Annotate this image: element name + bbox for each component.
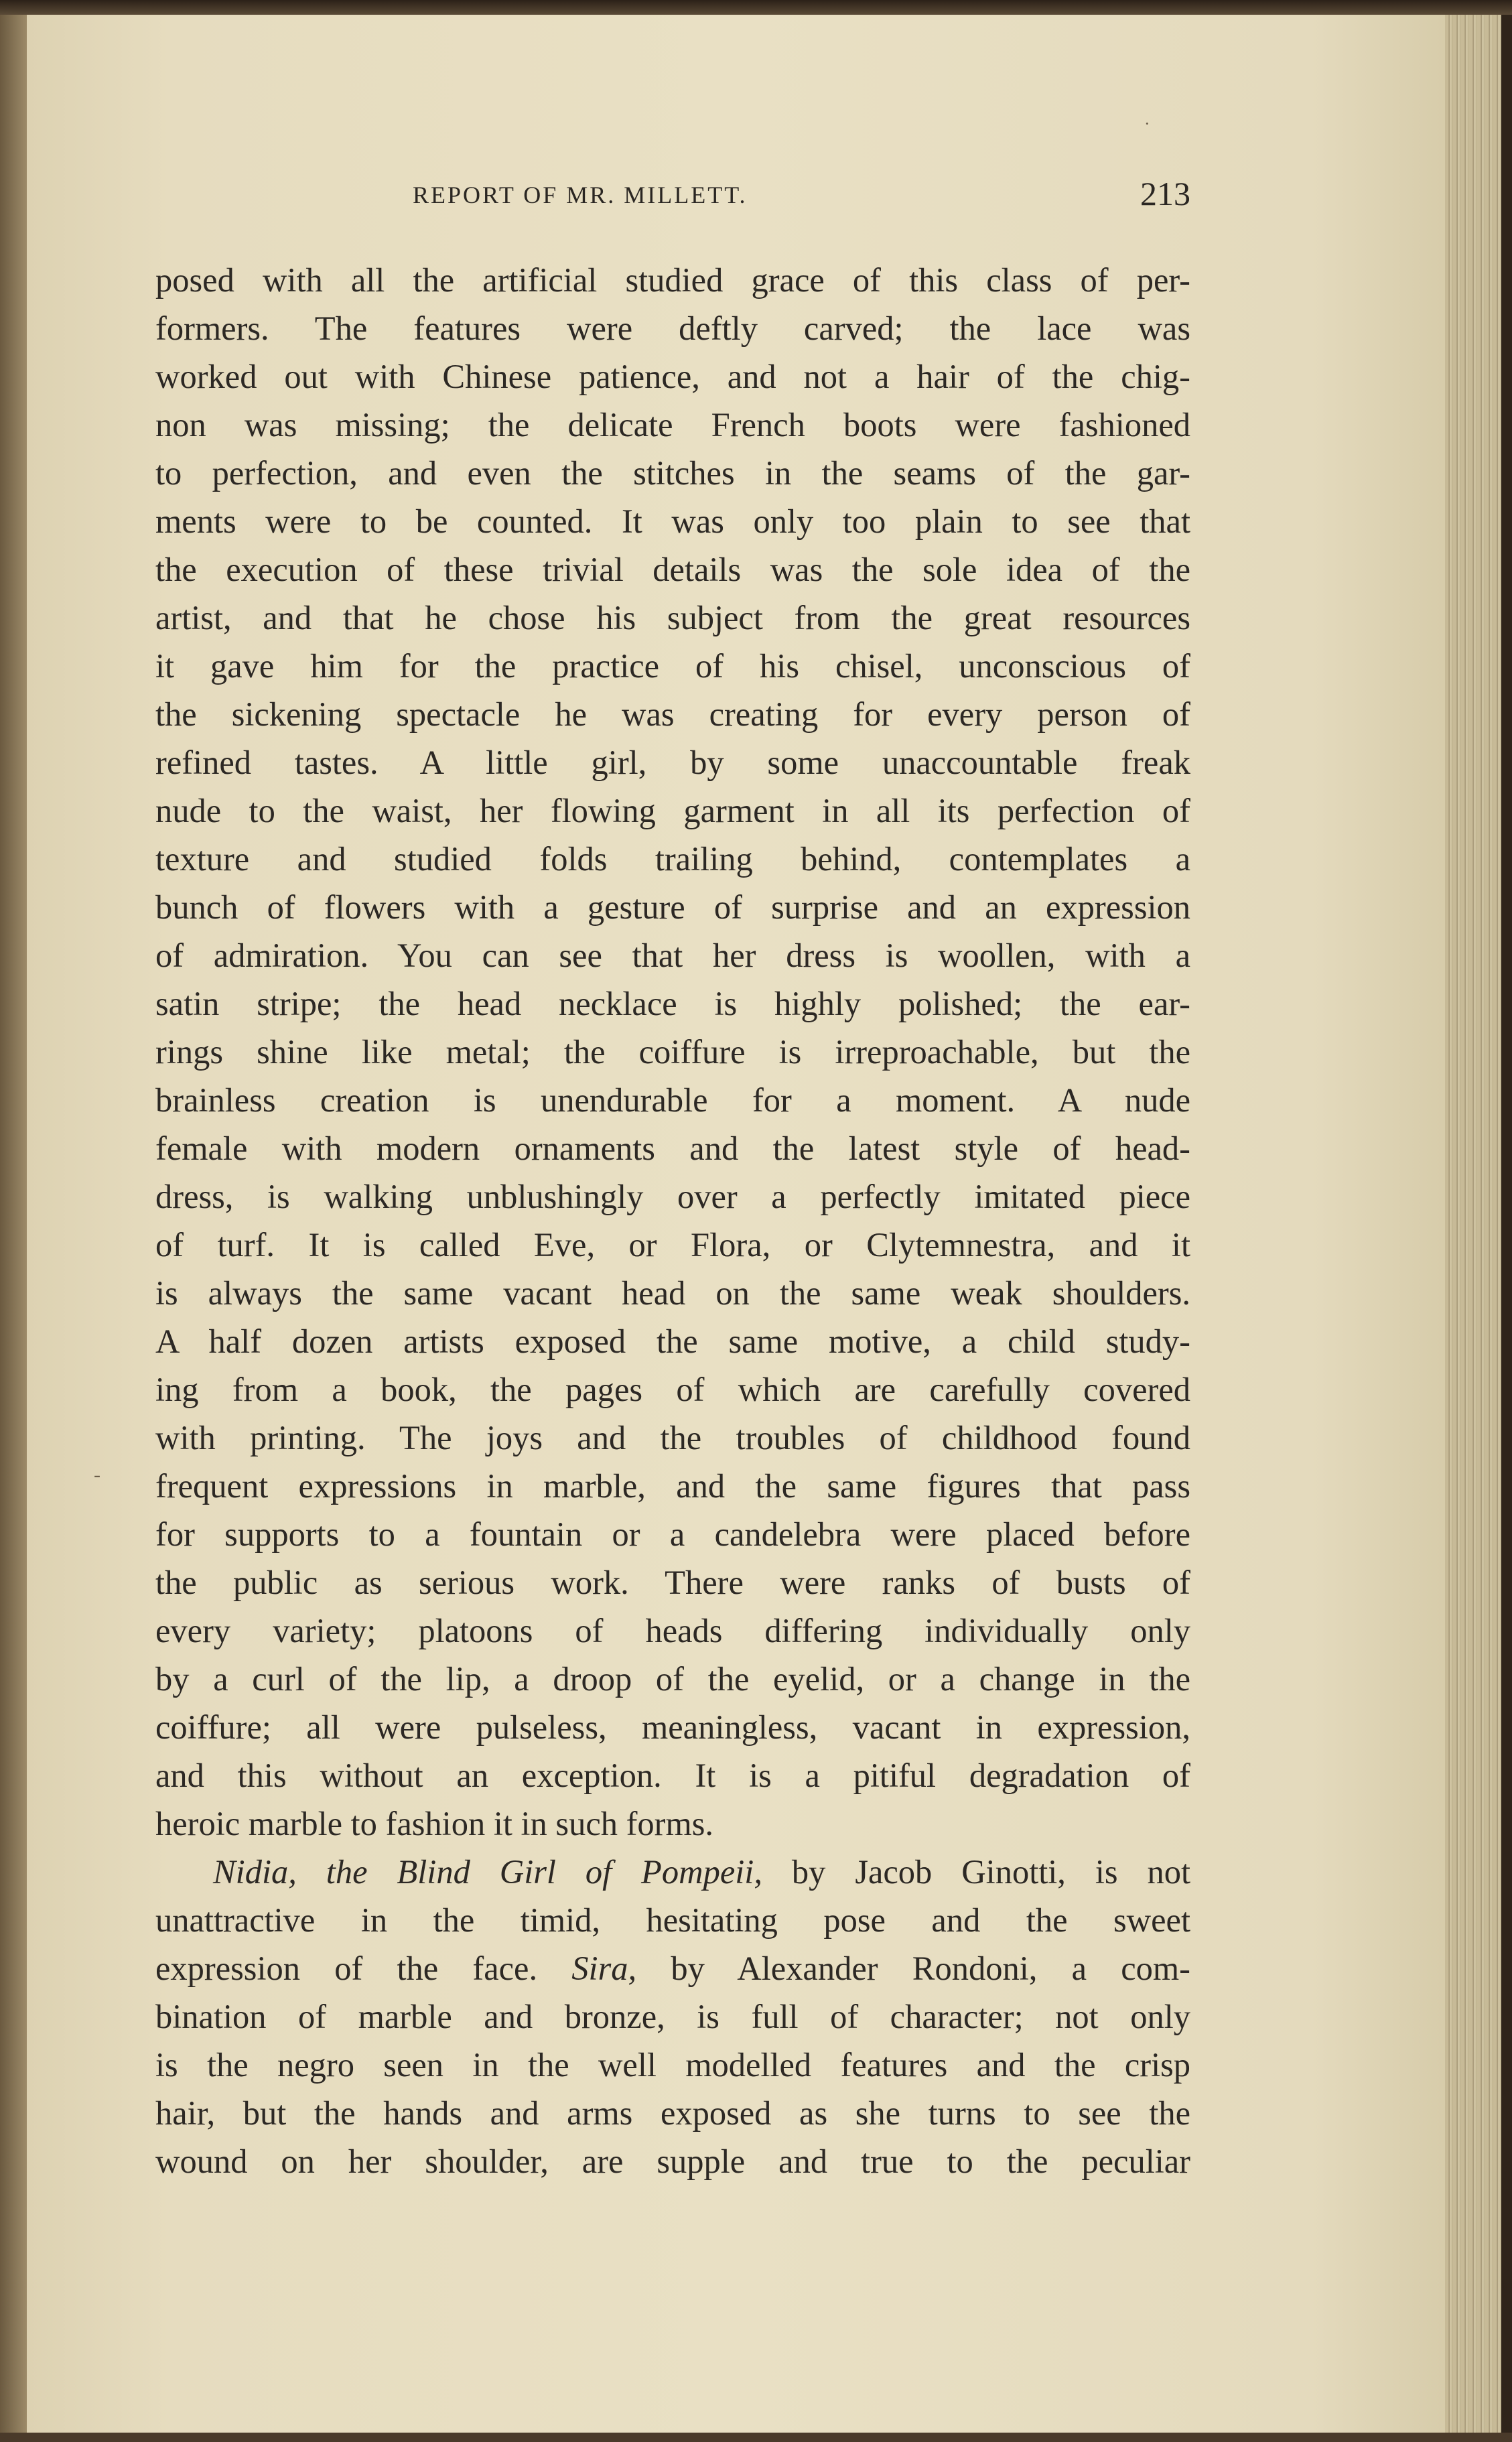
text-line: formers. The features were deftly carved; the lace was [155,310,1190,347]
text-line: posed with all the artificial studied grace of this class of per- [155,261,1190,299]
text-line: frequent expressions in marble, and the same figures that pass [155,1467,1190,1505]
running-head: REPORT OF MR. MILLETT. [413,182,748,208]
text-line: the public as serious work. There were ranks of busts of [155,1564,1190,1601]
text-line: of turf. It is called Eve, or Flora, or Clytemnestra, and it [155,1226,1190,1264]
text-line: unattractive in the timid, hesitating pose and the sweet [155,1901,1190,1939]
top-edge [0,0,1512,15]
text-line: expression of the face. Sira, by Alexander Rondoni, a com- [155,1950,1190,1987]
text-line: bunch of flowers with a gesture of surprise and an expression [155,888,1190,926]
paragraph-1 [155,256,1190,1848]
text-line: brainless creation is unendurable for a moment. A nude [155,1081,1190,1119]
body-text [155,256,1190,2185]
text-line: artist, and that he chose his subject from the great resources [155,599,1190,636]
text-line: Nidia, the Blind Girl of Pompeii, by Jacob Ginotti, is not [213,1853,1190,1891]
text-line: with printing. The joys and the troubles of childhood found [155,1419,1190,1456]
text-line: texture and studied folds trailing behind, contemplates a [155,840,1190,878]
text-line: heroic marble to fashion it in such forms. [155,1805,714,1842]
margin-mark: - [94,1464,100,1486]
text-line: wound on her shoulder, are supple and true to the peculiar [155,2143,1190,2180]
paragraph-2 [155,1848,1190,2185]
text-line: A half dozen artists exposed the same motive, a child study- [155,1322,1190,1360]
text-line: refined tastes. A little girl, by some unaccountable freak [155,744,1190,781]
text-line: bination of marble and bronze, is full of character; not only [155,1998,1190,2035]
text-line: every variety; platoons of heads differing individually only [155,1612,1190,1649]
cover-edge [1501,0,1512,2442]
work-title: Sira, [571,1950,637,1987]
text-line: the sickening spectacle he was creating for every person of [155,695,1190,733]
page-number: 213 [1140,175,1190,212]
text-line: and this without an exception. It is a pitiful degradation of [155,1757,1190,1794]
text-line: dress, is walking unblushingly over a perfectly imitated piece [155,1178,1190,1215]
text-line: ments were to be counted. It was only too plain to see that [155,502,1190,540]
text-line: worked out with Chinese patience, and not a hair of the chig- [155,358,1190,395]
text-line: coiffure; all were pulseless, meaningless, vacant in expression, [155,1708,1190,1746]
text-line: hair, but the hands and arms exposed as she turns to see the [155,2094,1190,2132]
bottom-edge [0,2433,1512,2442]
text-line: satin stripe; the head necklace is highly polished; the ear- [155,985,1190,1022]
text-line: nude to the waist, her flowing garment in all its perfection of [155,792,1190,829]
text-line: to perfection, and even the stitches in the seams of the gar- [155,454,1190,492]
work-title: Nidia, the Blind Girl of Pompeii, [213,1853,762,1891]
text-line: by a curl of the lip, a droop of the eyelid, or a change in the [155,1660,1190,1698]
margin-mark: · [1144,114,1150,133]
text-line: is the negro seen in the well modelled features and the crisp [155,2046,1190,2084]
text-line: is always the same vacant head on the same weak shoulders. [155,1274,1190,1312]
page-header [155,175,1190,218]
text-line: it gave him for the practice of his chisel, unconscious of [155,647,1190,685]
text-line: rings shine like metal; the coiffure is irreproachable, but the [155,1033,1190,1071]
text-line: ing from a book, the pages of which are carefully covered [155,1371,1190,1408]
text-line: the execution of these trivial details was the sole idea of the [155,551,1190,588]
text-line: female with modern ornaments and the latest style of head- [155,1130,1190,1167]
text-line: non was missing; the delicate French boots were fashioned [155,406,1190,444]
text-line: of admiration. You can see that her dress is woollen, with a [155,937,1190,974]
text-line: for supports to a fountain or a candelebra were placed before [155,1515,1190,1553]
